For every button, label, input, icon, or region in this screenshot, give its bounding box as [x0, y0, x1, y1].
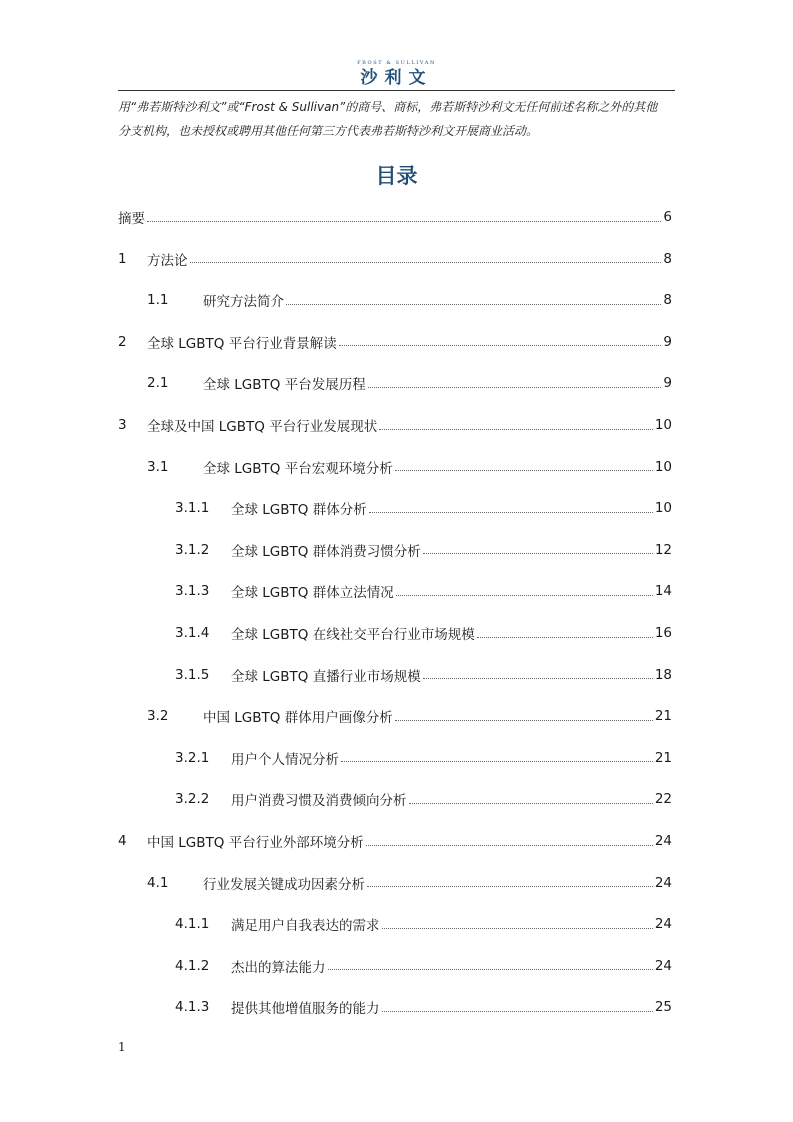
toc-entry-number: 4.1.3: [175, 999, 210, 1016]
toc-entry-page: 24: [654, 957, 672, 974]
toc-entry-page: 16: [654, 625, 672, 641]
disclaimer-line-1: 用“弗若斯特沙利文”或“Frost & Sullivan”的商号、商标，弗若斯特沙利文无任何前述名称之外的其他: [118, 100, 658, 114]
toc-entry-number: 3.1.2: [175, 541, 210, 558]
toc-entry-title: 用户消费习惯及消费倾向分析: [231, 793, 407, 810]
toc-dot-leader: [328, 969, 653, 970]
toc-entry-page: 21: [654, 708, 672, 725]
toc-entry-title: 全球 LGBTQ 平台行业背景解读: [147, 335, 337, 352]
toc-entry-number: 3.2.2: [175, 791, 210, 808]
toc-dot-leader: [382, 928, 653, 929]
toc-entry-title: 全球 LGBTQ 平台宏观环境分析: [203, 460, 393, 477]
toc-dot-leader: [379, 429, 653, 430]
page-number: 1: [118, 1040, 126, 1054]
toc-dot-leader: [368, 387, 662, 388]
toc-entry[interactable]: [118, 956, 672, 976]
toc-entry[interactable]: [118, 873, 672, 893]
logo-english-text: FROST & SULLIVAN: [357, 60, 436, 66]
toc-entry-title: 中国 LGBTQ 群体用户画像分析: [203, 710, 393, 727]
toc-entry-page: 10: [654, 417, 672, 433]
toc-entry-page: 21: [654, 749, 672, 766]
toc-entry-number: 3.2: [147, 708, 169, 725]
toc-entry-title: 方法论: [147, 252, 188, 269]
toc-dot-leader: [395, 470, 653, 471]
toc-dot-leader: [382, 1011, 653, 1012]
toc-entry[interactable]: [118, 332, 672, 352]
disclaimer-text: [118, 95, 678, 143]
toc-entry-page: 6: [663, 209, 672, 225]
toc-dot-leader: [395, 720, 653, 721]
toc-entry[interactable]: [118, 623, 672, 643]
toc-entry-page: 24: [654, 916, 672, 933]
frost-sullivan-logo: [0, 60, 793, 88]
toc-entry-page: 8: [663, 292, 672, 309]
toc-entry-number: 3.1.3: [175, 583, 210, 600]
toc-entry[interactable]: [118, 581, 672, 601]
toc-entry-title: 用户个人情况分析: [231, 751, 339, 768]
toc-dot-leader: [423, 678, 653, 679]
toc-entry-number: 3.1.1: [175, 500, 210, 517]
toc-dot-leader: [341, 761, 653, 762]
toc-entry-page: 9: [663, 333, 672, 350]
toc-entry[interactable]: [118, 914, 672, 934]
toc-dot-leader: [477, 637, 653, 638]
toc-entry-title: 杰出的算法能力: [231, 959, 326, 976]
toc-entry[interactable]: [118, 665, 672, 685]
toc-title: 目录: [375, 164, 418, 188]
toc-dot-leader: [366, 845, 653, 846]
toc-entry[interactable]: [118, 290, 672, 310]
toc-entry-title: 行业发展关键成功因素分析: [203, 876, 365, 893]
toc-entry-number: 3.1: [147, 458, 169, 475]
toc-entry[interactable]: [118, 997, 672, 1017]
toc-entry[interactable]: [118, 415, 672, 435]
logo-chinese-text: 沙利文: [360, 68, 433, 88]
toc-entry[interactable]: [118, 748, 672, 768]
toc-entry-title: 全球 LGBTQ 平台发展历程: [203, 377, 366, 394]
toc-entry-title: 全球 LGBTQ 群体分析: [231, 502, 367, 519]
toc-entry-title: 摘要: [118, 211, 145, 227]
toc-entry-number: 3.1.5: [175, 666, 210, 683]
toc-entry-page: 22: [654, 791, 672, 808]
toc-entry[interactable]: [118, 789, 672, 809]
toc-dot-leader: [147, 221, 661, 222]
toc-entry[interactable]: [118, 207, 672, 227]
toc-entry-page: 14: [654, 583, 672, 600]
toc-entry[interactable]: [118, 249, 672, 269]
toc-entry-number: 4.1.2: [175, 957, 210, 974]
toc-dot-leader: [367, 886, 653, 887]
toc-entry-title: 全球 LGBTQ 在线社交平台行业市场规模: [231, 627, 475, 643]
toc-entry-title: 全球 LGBTQ 群体立法情况: [231, 585, 394, 602]
toc-entry[interactable]: [118, 831, 672, 851]
toc-entry-page: 24: [654, 833, 672, 849]
toc-entry-number: 1.1: [147, 292, 169, 309]
header-divider: [118, 90, 675, 91]
toc-entry-page: 10: [654, 500, 672, 517]
toc-dot-leader: [423, 553, 653, 554]
toc-entry[interactable]: [118, 498, 672, 518]
toc-entry-number: 4.1.1: [175, 916, 210, 933]
toc-entry-page: 8: [663, 250, 672, 267]
toc-entry-number: 2.1: [147, 375, 169, 392]
toc-dot-leader: [396, 595, 653, 596]
toc-entry[interactable]: [118, 373, 672, 393]
toc-entry-page: 12: [654, 541, 672, 558]
toc-entry-page: 9: [663, 375, 672, 392]
toc-dot-leader: [339, 345, 662, 346]
toc-entry-number: 4.1: [147, 874, 169, 891]
toc-entry-title: 研究方法简介: [203, 294, 284, 311]
toc-entry-page: 25: [654, 999, 672, 1016]
toc-entry-title: 满足用户自我表达的需求: [231, 918, 380, 935]
disclaimer-line-2: 分支机构，也未授权或聘用其他任何第三方代表弗若斯特沙利文开展商业活动。: [118, 124, 539, 138]
toc-entry[interactable]: [118, 540, 672, 560]
toc-entry-title: 中国 LGBTQ 平台行业外部环境分析: [147, 835, 364, 851]
toc-entry-title: 提供其他增值服务的能力: [231, 1001, 380, 1018]
toc-entry-number: 3: [118, 417, 127, 433]
toc-entry-number: 3.1.4: [175, 625, 210, 641]
toc-entry-page: 18: [654, 666, 672, 683]
toc-entry-title: 全球 LGBTQ 群体消费习惯分析: [231, 543, 421, 560]
toc-dot-leader: [190, 262, 662, 263]
toc-entry-number: 1: [118, 250, 127, 267]
toc-entry-page: 24: [654, 874, 672, 891]
toc-entry[interactable]: [118, 706, 672, 726]
toc-entry-title: 全球及中国 LGBTQ 平台行业发展现状: [147, 419, 378, 435]
toc-dot-leader: [409, 803, 653, 804]
toc-entry-number: 3.2.1: [175, 749, 210, 766]
toc-entry[interactable]: [118, 457, 672, 477]
toc-dot-leader: [286, 304, 661, 305]
toc-entry-title: 全球 LGBTQ 直播行业市场规模: [231, 668, 421, 685]
toc-entry-page: 10: [654, 458, 672, 475]
toc-entry-number: 4: [118, 833, 127, 849]
toc-entry-number: 2: [118, 333, 127, 350]
toc-dot-leader: [369, 512, 653, 513]
